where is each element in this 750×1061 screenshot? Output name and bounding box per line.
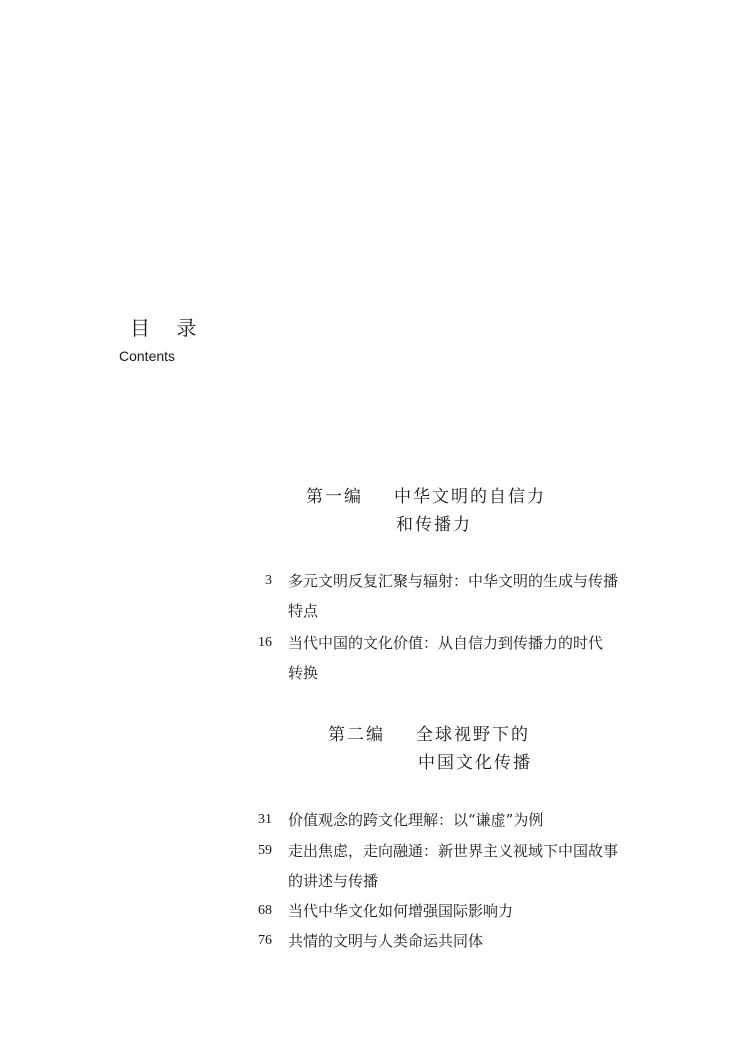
- entry-title: 当代中华文化如何增强国际影响力: [288, 902, 514, 920]
- part-2-title-line1: 全球视野下的: [416, 725, 530, 745]
- entry-title-continued: 的讲述与传播: [288, 872, 379, 890]
- entry-page-number: 76: [258, 933, 272, 948]
- entry-title: 走出焦虑，走向融通：新世界主义视域下中国故事: [288, 842, 619, 860]
- part-2-title: [328, 720, 530, 750]
- toc-heading: 目 录: [130, 316, 207, 340]
- entry-page-number: 3: [265, 573, 272, 588]
- entry-title-continued: 转换: [288, 664, 319, 682]
- entry-title: 多元文明反复汇聚与辐射：中华文明的生成与传播: [288, 572, 619, 590]
- part-2-label: 第二编: [328, 725, 385, 745]
- entry-title: 价值观念的跨文化理解：以“谦虚”为例: [288, 811, 544, 829]
- entry-page-number: 59: [258, 843, 272, 858]
- entry-title-continued: 特点: [288, 602, 319, 620]
- part-1-title-line2: 和传播力: [396, 515, 472, 535]
- toc-heading-english: Contents: [119, 348, 176, 364]
- entry-page-number: 31: [258, 812, 272, 827]
- entry-title: 共情的文明与人类命运共同体: [288, 932, 484, 950]
- entry-title: 当代中国的文化价值：从自信力到传播力的时代: [288, 634, 604, 652]
- entry-page-number: 16: [258, 635, 272, 650]
- part-2-title-line2: 中国文化传播: [418, 753, 532, 773]
- part-1-label: 第一编: [306, 487, 363, 507]
- part-1-title: [306, 482, 546, 512]
- entry-page-number: 68: [258, 903, 272, 918]
- part-1-title-line1: 中华文明的自信力: [394, 487, 546, 507]
